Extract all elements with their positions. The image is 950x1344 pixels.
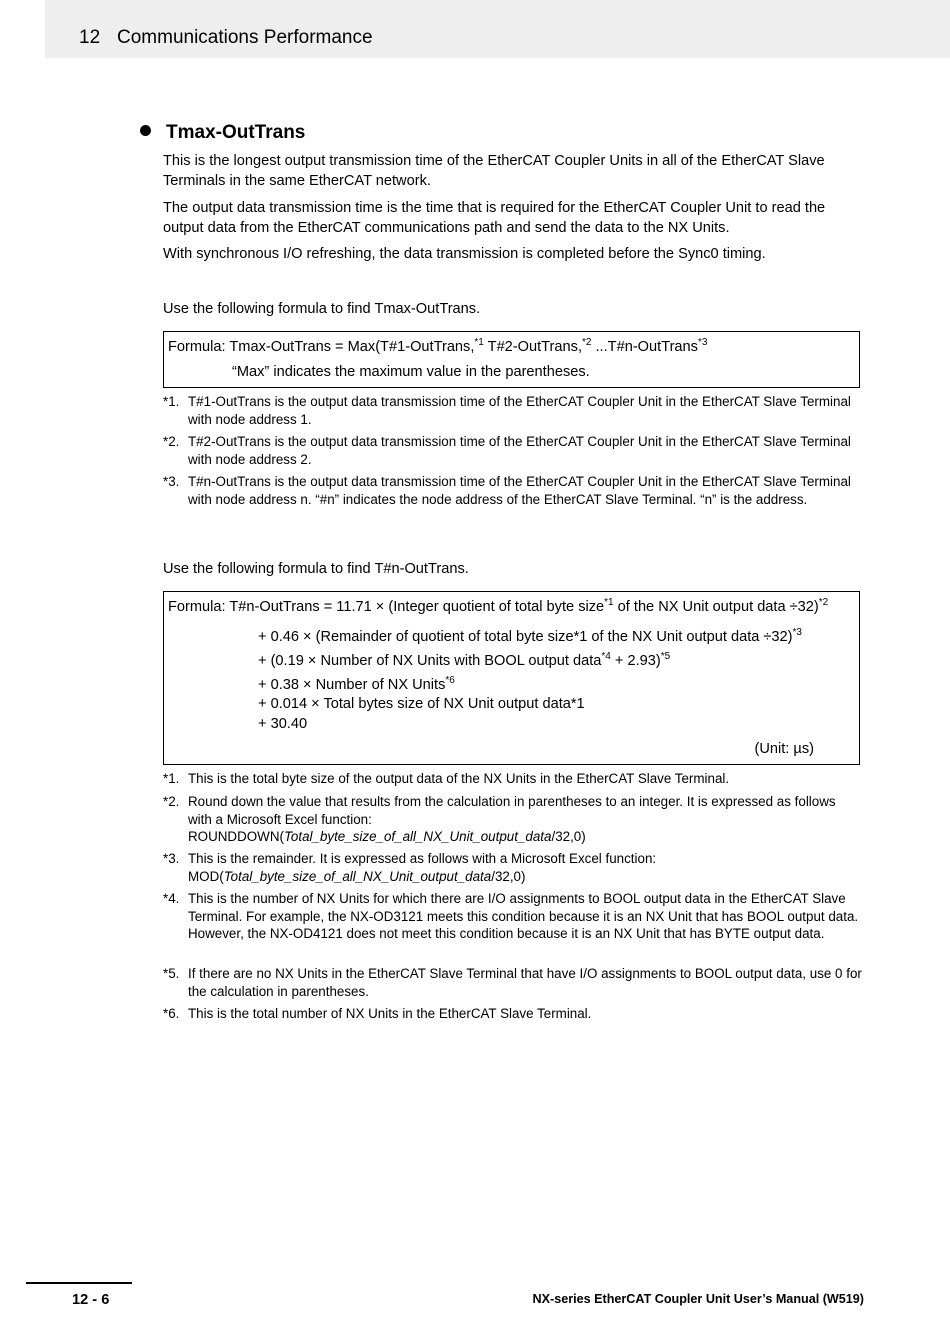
footnote [163, 850, 863, 885]
footnote-mark: *5. [163, 966, 180, 981]
formula2-line3 [258, 652, 670, 671]
header-title [79, 26, 373, 50]
footnote-text: T#2-OutTrans is the output data transmission time of the EtherCAT Coupler Unit in the EtherCAT Slave Terminal with node address 2. [188, 434, 851, 467]
chapter-number: 12 [79, 27, 101, 48]
paragraph: This is the longest output transmission time of the EtherCAT Coupler Units in all of the EtherCAT Slave Terminals in the same EtherCAT network. [163, 153, 825, 189]
code-italic: Total_byte_size_of_all_NX_Unit_output_data [223, 868, 492, 884]
footnote [163, 393, 863, 428]
code-text: MOD( [188, 868, 224, 884]
footnote-text: This is the total byte size of the output data of the NX Units in the EtherCAT Slave Terminal. [188, 771, 730, 786]
footnote-mark: *3. [163, 851, 180, 866]
footnote-ref: *1 [474, 337, 484, 348]
footnote-mark: *1. [163, 771, 180, 786]
footnote-ref: *3 [792, 627, 802, 638]
formula-text: Formula: T#n-OutTrans = 11.71 × (Integer quotient of total byte size [168, 599, 605, 615]
section-title [140, 121, 305, 145]
footnote-ref: *2 [818, 597, 829, 608]
footnote-text: T#n-OutTrans is the output data transmission time of the EtherCAT Coupler Unit in the EtherCAT Slave Terminal with node address n. “#n” indicates the node address of the EtherCAT Slave Terminal. “n” is the address. [188, 474, 851, 507]
formula-text: T#2-OutTrans, [483, 339, 582, 355]
footnote-mark: *4. [163, 891, 180, 906]
footnote-paragraph: This is the remainder. It is expressed as follows with a Microsoft Excel function: [188, 851, 657, 866]
footnote [163, 890, 863, 943]
page-header [45, 0, 950, 58]
footnote-ref: *5 [660, 651, 671, 662]
footnote-ref: *2 [582, 337, 592, 348]
code-text: ROUNDDOWN( [188, 829, 284, 844]
footnote-text: If there are no NX Units in the EtherCAT Slave Terminal that have I/O assignments to BOOL output data, use 0 for the calculation in parentheses. [188, 966, 862, 999]
footnote-mark: *2. [163, 434, 180, 449]
footnote-ref: *4 [601, 651, 611, 662]
footnote [163, 770, 863, 788]
footnote-ref: *6 [445, 675, 455, 686]
chapter-title: Communications Performance [117, 27, 373, 48]
formula2-line2 [258, 628, 802, 647]
footnote [163, 965, 863, 1000]
formula2-line4 [258, 676, 455, 695]
footnote-paragraph: Round down the value that results from the calculation in parentheses to an integer. It is expressed as follows with a Microsoft Excel function: [188, 794, 836, 827]
footnote-text: This is the number of NX Units for which there are I/O assignments to BOOL output data in the EtherCAT Slave Terminal. For example, the NX-OD3121 meets this condition because it is an NX Unit that has BOOL output data. However, the NX-OD4121 does not meet this condition because it is an NX Unit that has BYTE output data. [188, 891, 859, 941]
footnote-mark: *3. [163, 474, 180, 489]
formula-text: + 0.46 × (Remainder of quotient of total byte size*1 of the NX Unit output data ÷32) [258, 629, 793, 645]
footnote-text [188, 793, 863, 846]
formula-text: Formula: Tmax-OutTrans = Max(T#1-OutTrans, [168, 339, 475, 355]
formula1-box [163, 331, 860, 388]
excel-formula [188, 868, 863, 886]
formula2-line6: + 30.40 [258, 716, 308, 732]
footnote [163, 433, 863, 468]
code-text: /32,0) [551, 829, 586, 844]
section-title-text: Tmax-OutTrans [166, 122, 306, 143]
footnote [163, 1005, 863, 1023]
formula-text: of the NX Unit output data ÷32) [613, 599, 819, 615]
footnote-text [188, 850, 863, 885]
formula-text: + 2.93) [610, 653, 661, 669]
footnote [163, 473, 863, 508]
footnote-ref: *3 [697, 337, 708, 348]
unit-label: (Unit: µs) [754, 741, 814, 757]
formula-text: + (0.19 × Number of NX Units with BOOL output data [258, 653, 602, 669]
footnote-mark: *6. [163, 1006, 180, 1021]
paragraph: The output data transmission time is the time that is required for the EtherCAT Coupler Unit to read the output data from the EtherCAT communications path and send the data to the NX Units. [163, 200, 826, 236]
formula-text: + 0.38 × Number of NX Units [258, 677, 446, 693]
footer-rule [26, 1282, 132, 1284]
manual-title: NX-series EtherCAT Coupler Unit User’s Manual (W519) [532, 1292, 864, 1306]
paragraph: With synchronous I/O refreshing, the data transmission is completed before the Sync0 timing. [163, 246, 766, 262]
bullet-icon [140, 125, 151, 136]
formula2-line5: + 0.014 × Total bytes size of NX Unit output data*1 [258, 696, 585, 712]
formula1-line2: “Max” indicates the maximum value in the parentheses. [232, 364, 590, 380]
formula1-line1 [168, 338, 707, 357]
footnote-mark: *2. [163, 794, 180, 809]
formula2-line1 [168, 598, 828, 617]
footnote-mark: *1. [163, 394, 180, 409]
footnote-text: This is the total number of NX Units in the EtherCAT Slave Terminal. [188, 1006, 592, 1021]
excel-formula [188, 828, 863, 846]
formula2-intro: Use the following formula to find T#n-OutTrans. [163, 561, 469, 577]
footnote [163, 793, 863, 846]
formula-text: ...T#n-OutTrans [591, 339, 698, 355]
code-italic: Total_byte_size_of_all_NX_Unit_output_data [283, 829, 552, 844]
code-text: /32,0) [491, 868, 526, 884]
footnote-text: T#1-OutTrans is the output data transmission time of the EtherCAT Coupler Unit in the EtherCAT Slave Terminal with node address 1. [188, 394, 851, 427]
formula2-box [163, 591, 860, 765]
page-number: 12 - 6 [72, 1292, 110, 1308]
footnote-ref: *1 [604, 597, 614, 608]
formula1-intro: Use the following formula to find Tmax-OutTrans. [163, 301, 481, 317]
